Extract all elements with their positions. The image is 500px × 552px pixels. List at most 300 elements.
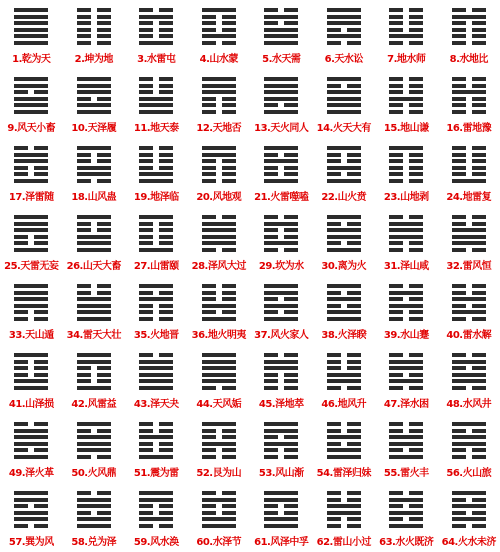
hexagram-cell	[438, 207, 500, 276]
yang-line	[139, 15, 173, 19]
yang-line	[77, 103, 111, 107]
yang-line	[327, 228, 361, 232]
hexagram-symbol	[14, 353, 48, 390]
yin-line	[139, 21, 173, 25]
yang-line	[14, 84, 48, 88]
yang-line	[139, 297, 173, 301]
yang-line	[14, 153, 48, 157]
yin-line	[202, 21, 236, 25]
yin-line	[202, 248, 236, 252]
yang-line	[452, 228, 486, 232]
hexagram-label: 53.风山渐	[258, 468, 304, 479]
hexagram-symbol	[452, 8, 486, 45]
yin-line	[77, 228, 111, 232]
yang-line	[139, 491, 173, 495]
hexagram-label: 42.风雷益	[71, 399, 117, 410]
hexagram-cell	[375, 69, 438, 138]
yang-line	[14, 97, 48, 101]
yin-line	[389, 153, 423, 157]
hexagram-symbol	[139, 77, 173, 114]
hexagram-symbol	[264, 353, 298, 390]
yang-line	[389, 442, 423, 446]
hexagram-label: 56.火山旅	[446, 468, 492, 479]
hexagram-cell	[0, 414, 63, 483]
yin-line	[14, 504, 48, 508]
hexagram-symbol	[14, 491, 48, 528]
yang-line	[264, 77, 298, 81]
yang-line	[264, 422, 298, 426]
yang-line	[389, 222, 423, 226]
hexagram-label: 27.山雷颐	[133, 261, 179, 272]
hexagram-label: 35.火地晋	[133, 330, 179, 341]
yang-line	[14, 15, 48, 19]
yang-line	[14, 442, 48, 446]
hexagram-label: 19.地泽临	[133, 192, 179, 203]
yin-line	[14, 360, 48, 364]
hexagram-cell	[438, 69, 500, 138]
yin-line	[327, 491, 361, 495]
yang-line	[264, 159, 298, 163]
yin-line	[202, 103, 236, 107]
yin-line	[139, 84, 173, 88]
yin-line	[327, 222, 361, 226]
yin-line	[139, 310, 173, 314]
hexagram-cell	[313, 345, 376, 414]
yin-line	[14, 90, 48, 94]
hexagram-cell	[0, 138, 63, 207]
yang-line	[77, 386, 111, 390]
yin-line	[202, 172, 236, 176]
hexagram-symbol	[327, 353, 361, 390]
hexagram-label: 39.水山蹇	[383, 330, 429, 341]
yin-line	[202, 491, 236, 495]
yang-line	[139, 498, 173, 502]
yang-line	[264, 15, 298, 19]
yin-line	[389, 317, 423, 321]
yang-line	[327, 297, 361, 301]
yang-line	[264, 284, 298, 288]
hexagram-cell	[125, 138, 188, 207]
hexagram-cell	[188, 345, 251, 414]
yang-line	[202, 90, 236, 94]
hexagram-symbol	[452, 491, 486, 528]
yin-line	[264, 511, 298, 515]
yin-line	[389, 90, 423, 94]
hexagram-symbol	[14, 284, 48, 321]
yin-line	[452, 248, 486, 252]
yin-line	[14, 172, 48, 176]
yin-line	[139, 228, 173, 232]
yang-line	[389, 435, 423, 439]
yin-line	[202, 448, 236, 452]
yang-line	[264, 90, 298, 94]
yin-line	[139, 291, 173, 295]
yin-line	[452, 284, 486, 288]
hexagram-label: 23.山地剥	[383, 192, 429, 203]
yin-line	[264, 373, 298, 377]
yang-line	[264, 84, 298, 88]
hexagram-symbol	[264, 215, 298, 252]
hexagram-label: 18.山风蛊	[71, 192, 117, 203]
yang-line	[202, 366, 236, 370]
hexagram-label: 64.火水未济	[441, 537, 496, 548]
yin-line	[389, 248, 423, 252]
yin-line	[139, 317, 173, 321]
yin-line	[389, 491, 423, 495]
yin-line	[389, 166, 423, 170]
yin-line	[452, 8, 486, 12]
hexagram-label: 33.天山遁	[8, 330, 54, 341]
yin-line	[14, 373, 48, 377]
yin-line	[14, 422, 48, 426]
hexagram-label: 1.乾为天	[12, 54, 51, 65]
yang-line	[264, 41, 298, 45]
yin-line	[452, 146, 486, 150]
yin-line	[389, 84, 423, 88]
yin-line	[139, 8, 173, 12]
yin-line	[327, 172, 361, 176]
hexagram-symbol	[389, 146, 423, 183]
hexagram-cell	[313, 483, 376, 552]
yang-line	[202, 228, 236, 232]
yin-line	[264, 172, 298, 176]
yin-line	[139, 166, 173, 170]
hexagram-cell	[438, 483, 500, 552]
yin-line	[264, 228, 298, 232]
yang-line	[264, 146, 298, 150]
yin-line	[389, 373, 423, 377]
hexagram-symbol	[452, 284, 486, 321]
yin-line	[77, 41, 111, 45]
yin-line	[452, 455, 486, 459]
yin-line	[452, 159, 486, 163]
hexagram-cell	[0, 276, 63, 345]
yang-line	[77, 77, 111, 81]
hexagram-label: 60.水泽节	[196, 537, 242, 548]
yang-line	[202, 422, 236, 426]
yin-line	[77, 34, 111, 38]
yin-line	[452, 498, 486, 502]
yang-line	[77, 442, 111, 446]
yin-line	[327, 41, 361, 45]
yin-line	[327, 153, 361, 157]
hexagram-label: 13.天火同人	[254, 123, 309, 134]
hexagram-label: 40.雷水解	[446, 330, 492, 341]
yin-line	[327, 291, 361, 295]
hexagram-symbol	[77, 146, 111, 183]
yin-line	[77, 291, 111, 295]
yin-line	[327, 524, 361, 528]
yin-line	[139, 241, 173, 245]
hexagram-cell	[438, 276, 500, 345]
yin-line	[139, 353, 173, 357]
yang-line	[77, 360, 111, 364]
hexagram-cell	[188, 414, 251, 483]
yang-line	[264, 97, 298, 101]
yang-line	[139, 435, 173, 439]
hexagram-symbol	[14, 422, 48, 459]
yin-line	[202, 435, 236, 439]
yang-line	[327, 235, 361, 239]
yang-line	[327, 34, 361, 38]
yang-line	[14, 215, 48, 219]
yang-line	[202, 360, 236, 364]
yin-line	[14, 317, 48, 321]
yang-line	[14, 41, 48, 45]
yang-line	[14, 248, 48, 252]
yang-line	[327, 166, 361, 170]
hexagram-symbol	[77, 491, 111, 528]
yang-line	[327, 310, 361, 314]
yin-line	[389, 172, 423, 176]
hexagram-symbol	[139, 146, 173, 183]
hexagram-symbol	[14, 8, 48, 45]
yin-line	[452, 34, 486, 38]
yin-line	[202, 284, 236, 288]
hexagram-label: 12.天地否	[196, 123, 242, 134]
yang-line	[202, 153, 236, 157]
yin-line	[452, 28, 486, 32]
hexagram-cell	[188, 0, 251, 69]
hexagram-cell	[125, 483, 188, 552]
yang-line	[14, 379, 48, 383]
yang-line	[139, 172, 173, 176]
hexagram-cell	[250, 69, 313, 138]
hexagram-label: 7.地水师	[387, 54, 426, 65]
yin-line	[452, 166, 486, 170]
yang-line	[452, 235, 486, 239]
yin-line	[77, 8, 111, 12]
yin-line	[77, 15, 111, 19]
yang-line	[139, 386, 173, 390]
yang-line	[77, 435, 111, 439]
yin-line	[14, 235, 48, 239]
hexagram-label: 31.泽山咸	[383, 261, 429, 272]
yang-line	[14, 511, 48, 515]
yin-line	[264, 21, 298, 25]
hexagram-cell	[0, 207, 63, 276]
yin-line	[77, 222, 111, 226]
hexagram-cell	[313, 138, 376, 207]
hexagram-cell	[125, 414, 188, 483]
hexagram-label: 45.泽地萃	[258, 399, 304, 410]
yang-line	[327, 21, 361, 25]
yang-line	[327, 448, 361, 452]
hexagram-cell	[313, 69, 376, 138]
yin-line	[264, 235, 298, 239]
yang-line	[139, 215, 173, 219]
hexagram-label: 54.雷泽归妹	[316, 468, 371, 479]
yin-line	[452, 41, 486, 45]
yang-line	[202, 498, 236, 502]
hexagram-symbol	[139, 284, 173, 321]
yang-line	[202, 235, 236, 239]
yang-line	[327, 284, 361, 288]
hexagram-cell	[0, 483, 63, 552]
yin-line	[389, 310, 423, 314]
yin-line	[389, 15, 423, 19]
yang-line	[139, 517, 173, 521]
yang-line	[202, 379, 236, 383]
hexagram-symbol	[389, 77, 423, 114]
yang-line	[14, 28, 48, 32]
yang-line	[452, 241, 486, 245]
hexagram-cell	[250, 0, 313, 69]
yin-line	[77, 491, 111, 495]
hexagram-cell	[438, 345, 500, 414]
hexagram-symbol	[452, 146, 486, 183]
hexagram-label: 59.风水涣	[133, 537, 179, 548]
yin-line	[202, 28, 236, 32]
hexagram-label: 21.火雷噬嗑	[254, 192, 309, 203]
hexagram-symbol	[139, 353, 173, 390]
hexagram-symbol	[202, 215, 236, 252]
yang-line	[389, 304, 423, 308]
hexagram-cell	[63, 483, 126, 552]
hexagram-label: 50.火风鼎	[71, 468, 117, 479]
hexagram-symbol	[77, 8, 111, 45]
yin-line	[452, 222, 486, 226]
hexagram-cell	[188, 207, 251, 276]
hexagram-symbol	[452, 77, 486, 114]
yang-line	[264, 366, 298, 370]
hexagram-symbol	[327, 215, 361, 252]
yang-line	[77, 146, 111, 150]
yang-line	[389, 360, 423, 364]
hexagram-label: 11.地天泰	[133, 123, 179, 134]
yin-line	[14, 146, 48, 150]
hexagram-label: 16.雷地豫	[446, 123, 492, 134]
yin-line	[452, 366, 486, 370]
yin-line	[264, 8, 298, 12]
yin-line	[327, 304, 361, 308]
yin-line	[452, 172, 486, 176]
yin-line	[139, 90, 173, 94]
hexagram-symbol	[264, 284, 298, 321]
hexagram-cell	[63, 69, 126, 138]
hexagram-label: 49.泽火革	[8, 468, 54, 479]
yin-line	[202, 429, 236, 433]
yin-line	[389, 297, 423, 301]
hexagram-label: 14.火天大有	[316, 123, 371, 134]
yin-line	[327, 386, 361, 390]
yang-line	[327, 103, 361, 107]
yin-line	[139, 159, 173, 163]
yang-line	[139, 41, 173, 45]
yang-line	[264, 442, 298, 446]
yang-line	[202, 517, 236, 521]
yang-line	[389, 146, 423, 150]
yin-line	[264, 297, 298, 301]
hexagram-label: 62.雷山小过	[316, 537, 371, 548]
hexagram-label: 55.雷火丰	[383, 468, 429, 479]
yin-line	[139, 304, 173, 308]
yin-line	[77, 284, 111, 288]
yin-line	[389, 448, 423, 452]
yang-line	[389, 235, 423, 239]
yang-line	[389, 366, 423, 370]
hexagram-symbol	[389, 491, 423, 528]
yang-line	[264, 222, 298, 226]
hexagram-symbol	[327, 284, 361, 321]
hexagram-label: 4.山水蒙	[199, 54, 238, 65]
hexagram-cell	[63, 414, 126, 483]
hexagram-symbol	[389, 422, 423, 459]
yin-line	[77, 511, 111, 515]
hexagram-cell	[63, 345, 126, 414]
hexagram-symbol	[14, 77, 48, 114]
yin-line	[452, 110, 486, 114]
hexagram-label: 6.天水讼	[324, 54, 363, 65]
yin-line	[77, 366, 111, 370]
yin-line	[389, 386, 423, 390]
yin-line	[327, 84, 361, 88]
yang-line	[14, 517, 48, 521]
yang-line	[139, 248, 173, 252]
yang-line	[452, 491, 486, 495]
yang-line	[264, 291, 298, 295]
yang-line	[14, 103, 48, 107]
yin-line	[264, 448, 298, 452]
yang-line	[264, 360, 298, 364]
yin-line	[77, 455, 111, 459]
hexagram-symbol	[327, 422, 361, 459]
yang-line	[202, 304, 236, 308]
hexagram-symbol	[264, 77, 298, 114]
yin-line	[14, 366, 48, 370]
yang-line	[452, 517, 486, 521]
hexagram-label: 26.山天大畜	[66, 261, 121, 272]
yang-line	[77, 317, 111, 321]
hexagram-label: 5.水天需	[262, 54, 301, 65]
yang-line	[139, 179, 173, 183]
yang-line	[452, 435, 486, 439]
yang-line	[14, 228, 48, 232]
yin-line	[452, 317, 486, 321]
yin-line	[139, 28, 173, 32]
yang-line	[14, 77, 48, 81]
yang-line	[139, 373, 173, 377]
yin-line	[327, 442, 361, 446]
hexagram-symbol	[327, 146, 361, 183]
yang-line	[264, 304, 298, 308]
yang-line	[77, 166, 111, 170]
hexagram-symbol	[264, 146, 298, 183]
yang-line	[77, 524, 111, 528]
yin-line	[77, 97, 111, 101]
yang-line	[14, 8, 48, 12]
yang-line	[139, 284, 173, 288]
yin-line	[14, 524, 48, 528]
yang-line	[77, 241, 111, 245]
hexagram-label: 41.山泽损	[8, 399, 54, 410]
yin-line	[264, 435, 298, 439]
yang-line	[264, 34, 298, 38]
hexagram-cell	[250, 414, 313, 483]
yin-line	[452, 21, 486, 25]
yin-line	[202, 15, 236, 19]
yin-line	[139, 77, 173, 81]
hexagram-cell	[375, 414, 438, 483]
yang-line	[14, 222, 48, 226]
hexagram-symbol	[327, 77, 361, 114]
yin-line	[14, 166, 48, 170]
yang-line	[327, 373, 361, 377]
hexagram-cell	[313, 276, 376, 345]
yin-line	[327, 241, 361, 245]
yang-line	[202, 442, 236, 446]
hexagram-symbol	[202, 422, 236, 459]
